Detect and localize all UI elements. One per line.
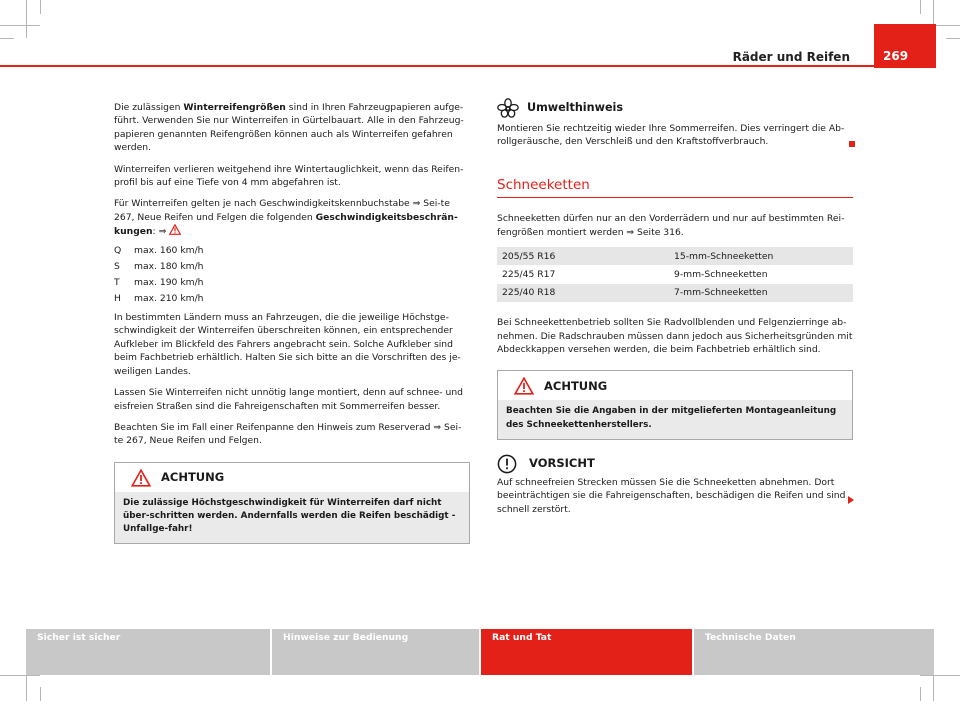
footer-tab-operation[interactable]: Hinweise zur Bedienung [272, 629, 479, 675]
speed-limit-row: T max. 190 km/h [114, 276, 204, 288]
header-rule [0, 65, 874, 67]
warning-triangle-icon [169, 224, 181, 235]
paragraph-spare-wheel: Beachten Sie im Fall einer Reifenpanne den Hinweis zum Reserverad ⇒ Sei-te 267, Neue Reifen und Felgen. [114, 421, 462, 447]
environment-title: Umwelthinweis [527, 101, 624, 115]
speed-limit-row: H max. 210 km/h [114, 292, 204, 304]
paragraph-season: Lassen Sie Winterreifen nicht unnötig lange montiert, denn auf schnee- und eisfreien Straßen sind die Fahreigenschaften mit Sommerreifen besser. [114, 387, 463, 412]
warning-text: Beachten Sie die Angaben in der mitgelieferten Montageanleitung des Schneekettenherstellers. [498, 400, 852, 438]
crop-mark [920, 687, 921, 701]
speed-limit-row: Q max. 160 km/h [114, 244, 204, 256]
environment-text: Montieren Sie rechtzeitig wieder Ihre Sommerreifen. Dies verringert die Ab-rollgeräusche, den Verschleiß und den Kraftstoffverbrauch. [497, 123, 845, 148]
paragraph-sticker: In bestimmten Ländern muss an Fahrzeugen, die die jeweilige Höchstge-schwindigkeit der Winterreifen überschreiten können, ein entsprechender Aufkleber im Blickfeld des Fahrers angebracht sein. Solche Aufkleber sind beim Fachbetrieb erhältlich. Halten Sie sich bitte an die Vorschriften des je-weiligen Landes. [114, 312, 461, 377]
crop-mark [26, 0, 27, 38]
paragraph-chain-fitting: Schneeketten dürfen nur an den Vorderrädern und nur auf bestimmten Rei-fengrößen montiert werden ⇒ Seite 316. [497, 213, 845, 238]
section-end-marker [849, 141, 855, 147]
warning-box [497, 370, 853, 439]
right-column [497, 101, 853, 524]
left-column [114, 101, 470, 544]
crop-mark [946, 38, 960, 39]
environment-flower-icon [497, 98, 519, 118]
caution-exclamation-icon [497, 454, 517, 474]
section-title-snow-chains: Schneeketten [497, 179, 853, 198]
snow-chain-table [497, 247, 853, 302]
warning-triangle-icon [131, 469, 151, 487]
caution-text: Auf schneefreien Strecken müssen Sie die Schneeketten abnehmen. Dort beeinträchtigen sie die Fahreigenschaften, beschädigen die Reifen und sind schnell zerstört. [497, 476, 846, 515]
page-number: 269 [874, 24, 936, 68]
crop-mark [0, 675, 40, 676]
warning-box [114, 462, 470, 545]
warning-title: ACHTUNG [544, 378, 608, 393]
footer-tab-advice[interactable]: Rat und Tat [481, 629, 692, 675]
crop-mark [920, 675, 960, 676]
crop-mark [920, 0, 921, 14]
continue-arrow-icon [848, 496, 854, 504]
table-row: 225/40 R18 7-mm-Schneeketten [497, 284, 853, 302]
warning-title: ACHTUNG [161, 470, 225, 485]
paragraph-tread-depth: Winterreifen verlieren weitgehend ihre Wintertauglichkeit, wenn das Reifen-profil bis auf eine Tiefe von 4 mm abgefahren ist. [114, 163, 464, 189]
caution-header [497, 454, 853, 474]
crop-mark [0, 38, 14, 39]
table-row: 205/55 R16 15-mm-Schneeketten [497, 247, 853, 265]
crop-mark [40, 687, 41, 701]
running-header-title: Räder und Reifen [732, 50, 850, 64]
paragraph-tire-sizes: Die zulässigen Winterreifengrößen sind in Ihren Fahrzeugpapieren aufge-führt. Verwenden Sie nur Winterreifen in Gürtelbauart. Alle in den Fahrzeug-papieren genannten Reifengrößen können auch als Winterreifen gefahren werden. [114, 102, 464, 154]
speed-limit-row: S max. 180 km/h [114, 260, 204, 272]
paragraph-wheel-covers: Bei Schneekettenbetrieb sollten Sie Radvollblenden und Felgenzierringe ab-nehmen. Die Radschrauben müssen dann jedoch aus Sicherheitsgründen mit Abdeckkappen versehen werden, die beim Fachbetrieb erhältlich sind. [497, 317, 853, 356]
speed-limit-list [114, 244, 470, 305]
warning-header [115, 463, 469, 492]
crop-mark [0, 25, 40, 26]
footer-tab-safety[interactable]: Sicher ist sicher [26, 629, 270, 675]
crop-mark [40, 0, 41, 14]
environment-header [497, 98, 853, 118]
table-row: 225/45 R17 9-mm-Schneeketten [502, 268, 768, 280]
warning-header [498, 371, 852, 400]
caution-title: VORSICHT [529, 456, 595, 471]
footer-tab-technical-data[interactable]: Technische Daten [694, 629, 934, 675]
warning-text: Die zulässige Höchstgeschwindigkeit für Winterreifen darf nicht über-schritten werden. Andernfalls werden die Reifen beschädigt - Unfallge-fahr! [115, 492, 469, 544]
warning-triangle-icon [514, 377, 534, 395]
paragraph-speed-limits: Für Winterreifen gelten je nach Geschwindigkeitskennbuchstabe ⇒ Sei-te 267, Neue Reifen und Felgen die folgenden Geschwindigkeitsbeschrän-kungen: ⇒ [114, 198, 458, 238]
